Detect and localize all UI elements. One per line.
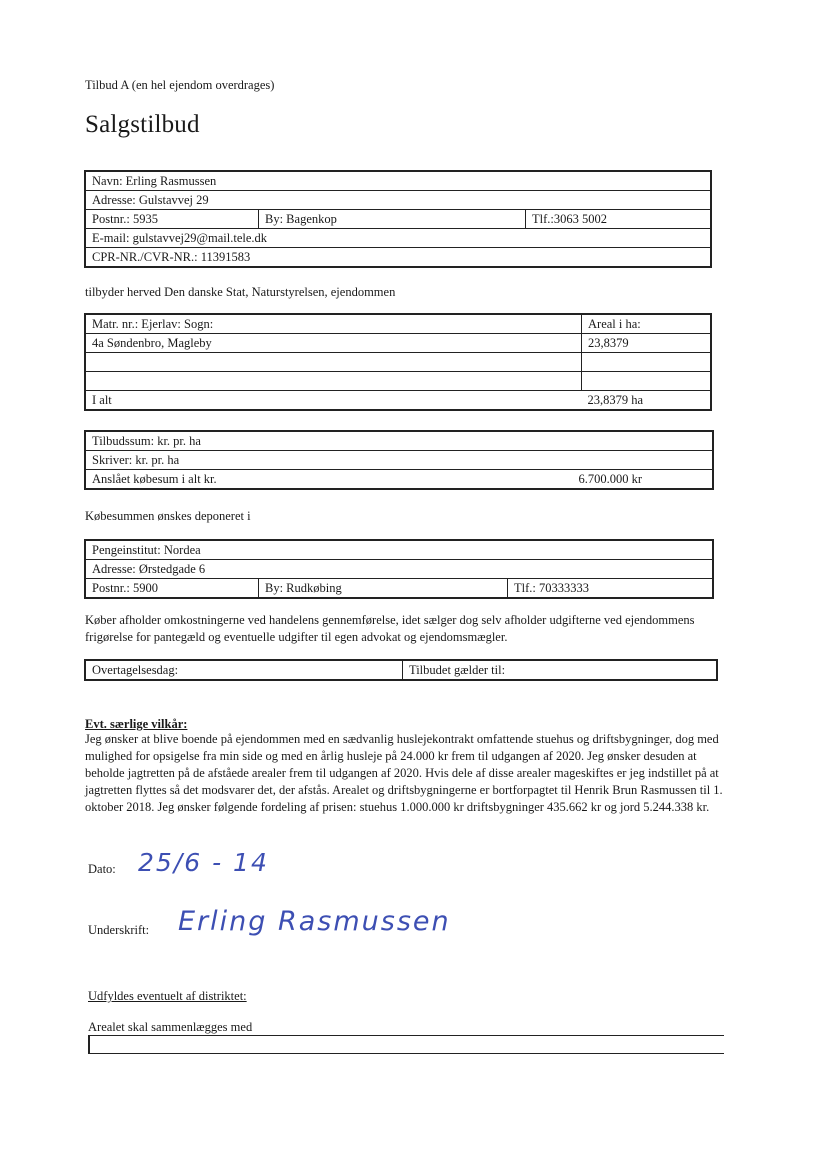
special-heading: Evt. særlige vilkår: (85, 717, 188, 731)
bank-table (84, 539, 714, 599)
handover-table (84, 659, 718, 681)
property-col-area: Areal i ha: (582, 314, 712, 334)
property-row-matr (85, 372, 582, 391)
seller-postal: Postnr.: 5935 (85, 210, 259, 229)
signature-handwritten: Erling Rasmussen (178, 906, 451, 937)
property-table (84, 313, 712, 411)
seller-address: Adresse: Gulstavvej 29 (85, 191, 711, 210)
bank-postal: Postnr.: 5900 (85, 579, 259, 599)
costs-text: Køber afholder omkostningerne ved handelens gennemførelse, idet sælger dog selv afholder udgifterne ved ejendommens frigørelse for pantegæld og eventuelle udgifter til egen advokat og ejendomsmægler. (85, 613, 695, 644)
underskrift-label: Underskrift: (88, 923, 150, 937)
bank-phone: Tlf.: 70333333 (508, 579, 714, 599)
property-row-area: 23,8379 (582, 334, 712, 353)
price-tilbudssum: Tilbudssum: kr. pr. ha (85, 431, 713, 451)
price-anslaaet-label: Anslået købesum i alt kr. (85, 470, 498, 490)
property-total-label: I alt (85, 391, 582, 411)
seller-email: E-mail: gulstavvej29@mail.tele.dk (85, 229, 711, 248)
property-row-matr: 4a Søndenbro, Magleby (85, 334, 582, 353)
bank-name: Pengeinstitut: Nordea (85, 540, 713, 560)
property-row-area (582, 372, 712, 391)
price-skriver: Skriver: kr. pr. ha (85, 451, 713, 470)
seller-table (84, 170, 712, 268)
seller-city: By: Bagenkop (259, 210, 526, 229)
dato-label: Dato: (88, 862, 116, 876)
special-text: Jeg ønsker at blive boende på ejendommen med en sædvanlig huslejekontrakt omfattende stuehus og driftsbygninger, dog med mulighed for opsigelse fra min side og med en årlig husleje på 24.000 kr frem til udgangen af 2020. Jeg ønsker desuden at beholde jagtretten på de afståede arealer frem til udgangen af 2020. Hvis dele af disse arealer mageskiftes er jeg indstillet på at jagtretten flyttes så det modsvarer det, der afstås. Arealet og driftsbygningerne er bortforpagtet til Henrik Brun Rasmussen til 1. oktober 2018. Jeg ønsker følgende fordeling af prisen: stuehus 1.000.000 kr driftsbygninger 435.662 kr og jord 5.244.338 kr. (85, 732, 723, 814)
district-heading: Udfyldes eventuelt af distriktet: (88, 989, 247, 1003)
seller-cpr: CPR-NR./CVR-NR.: 11391583 (85, 248, 711, 268)
handover-overtagelse: Overtagelsesdag: (85, 660, 403, 680)
property-col-matr: Matr. nr.: Ejerlav: Sogn: (85, 314, 582, 334)
bank-city: By: Rudkøbing (259, 579, 508, 599)
form-subtitle: Tilbud A (en hel ejendom overdrages) (85, 78, 275, 92)
price-anslaaet-value: 6.700.000 kr (498, 470, 713, 490)
seller-name: Navn: Erling Rasmussen (85, 171, 711, 191)
property-total-value: 23,8379 ha (582, 391, 712, 411)
handover-gyldig: Tilbudet gælder til: (403, 660, 718, 680)
seller-phone: Tlf.:3063 5002 (526, 210, 712, 229)
dato-handwritten: 25/6 - 14 (138, 848, 269, 877)
offer-line: tilbyder herved Den danske Stat, Naturstyrelsen, ejendommen (85, 285, 396, 299)
district-input-line (88, 1035, 724, 1054)
property-row-matr (85, 353, 582, 372)
form-title: Salgstilbud (85, 111, 200, 138)
deposit-line: Købesummen ønskes deponeret i (85, 509, 251, 523)
property-row-area (582, 353, 712, 372)
price-table (84, 430, 714, 490)
district-line-label: Arealet skal sammenlægges med (88, 1020, 253, 1034)
bank-address: Adresse: Ørstedgade 6 (85, 560, 713, 579)
